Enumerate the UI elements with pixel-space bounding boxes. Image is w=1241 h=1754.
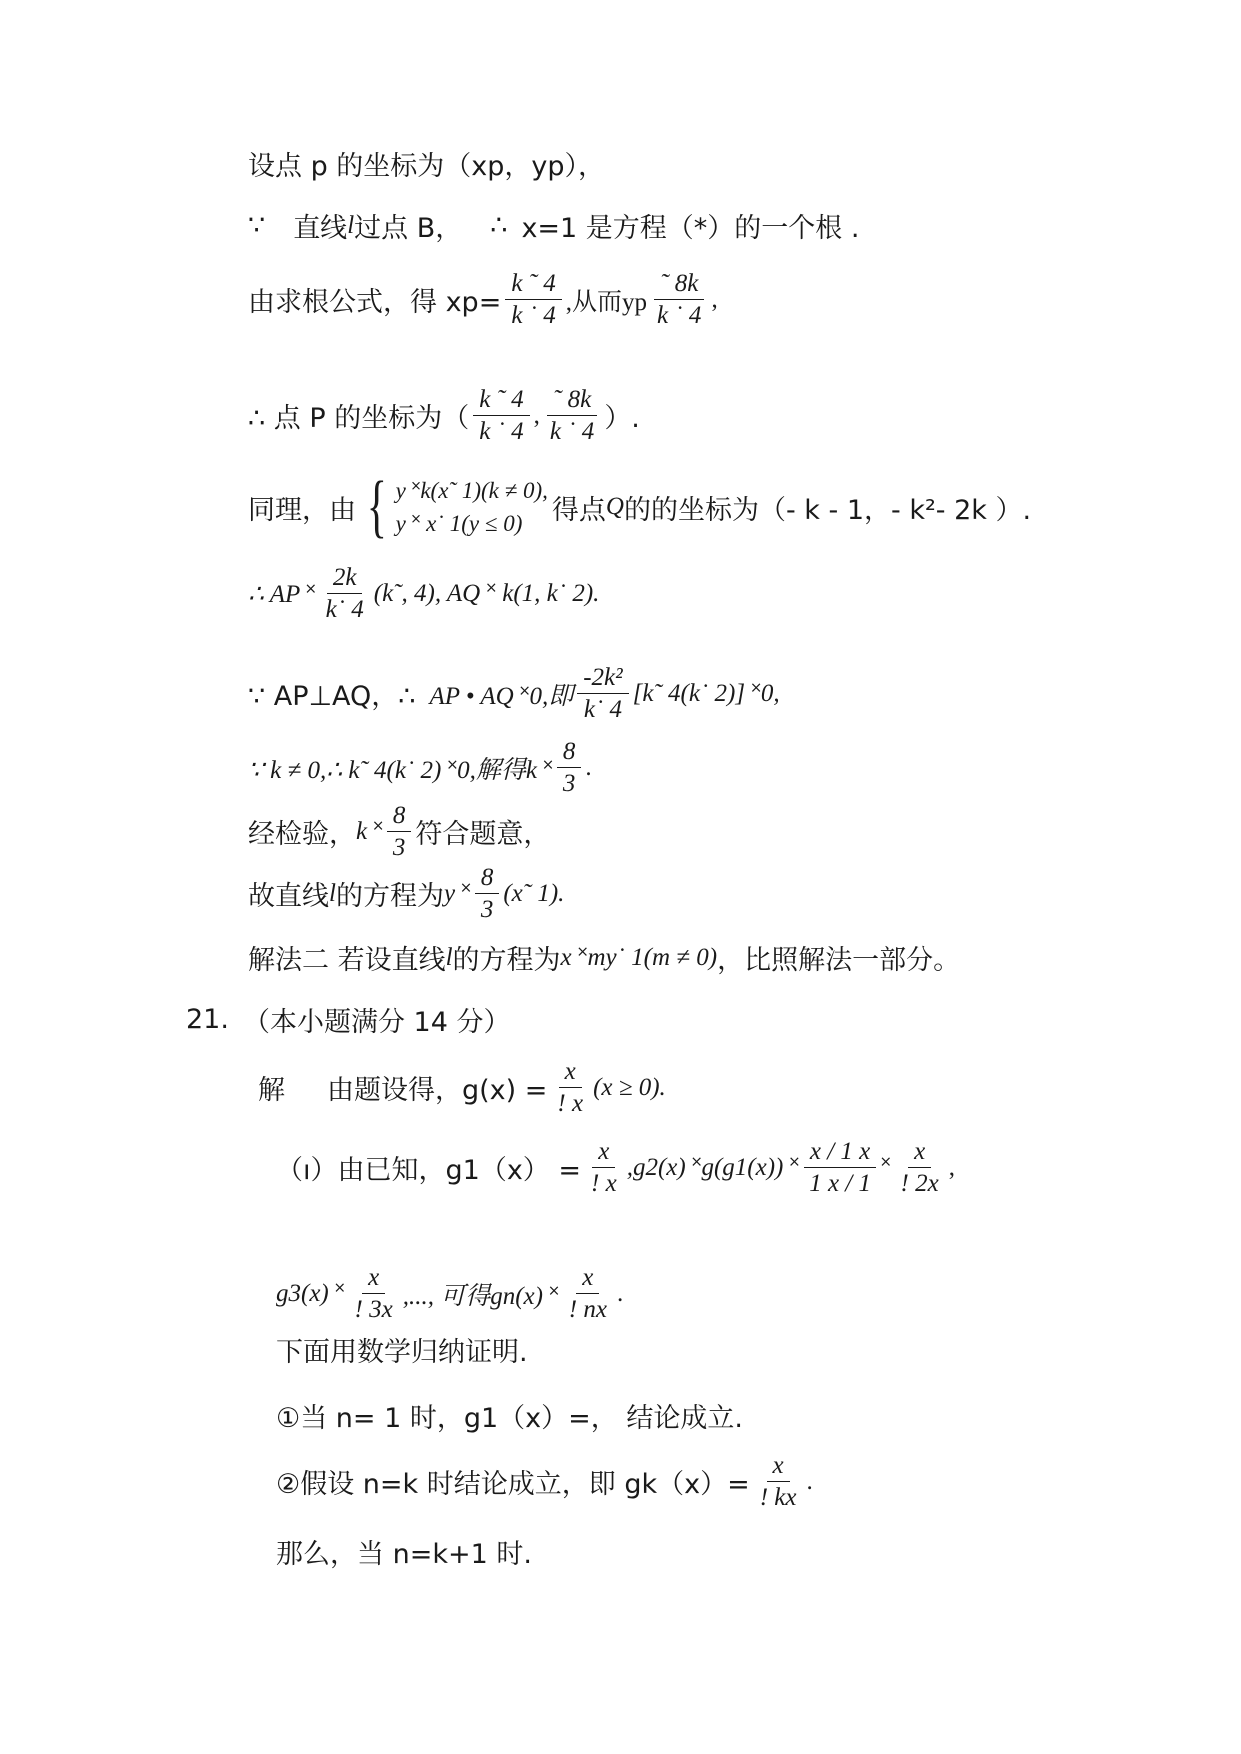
fraction-numerator: x / 1 x — [804, 1136, 876, 1168]
line-text: ①当 n= 1 时，g1（x）=， 结论成立. — [276, 1403, 743, 1434]
text-line-6 — [248, 562, 599, 626]
math-text: ,g2(x) ˟g(g1(x)) ˟ — [626, 1153, 800, 1181]
text-line-17 — [276, 1396, 743, 1435]
because-symbol: ∵ — [248, 210, 266, 241]
fraction-numerator: x — [362, 1262, 385, 1294]
math-text: , — [948, 1153, 955, 1181]
text-line-8 — [248, 736, 592, 800]
math-text: ,..., 可得gn(x) ˟ — [402, 1282, 559, 1310]
equation-system: { y ˟k(x˜ 1)(k ≠ 0), y ˟ x˙ 1(y ≤ 0) — [366, 468, 548, 545]
fraction-denominator: 3 — [480, 896, 494, 924]
math-text: g3(x) ˟ — [276, 1279, 345, 1307]
fraction-denominator: k ˙ 4 — [479, 418, 524, 446]
fraction-numerator: -2k² — [577, 662, 628, 694]
math-text: ∵ k ≠ 0,∴ k˜ 4(k˙ 2) ˟0,解得k ˟ — [248, 756, 553, 784]
math-var: Q — [605, 493, 624, 520]
line-text: 下面用数学归纳证明. — [276, 1337, 528, 1368]
fraction — [577, 662, 628, 726]
fraction — [349, 1262, 399, 1326]
fraction-denominator: 3 — [562, 770, 576, 798]
fraction-numerator: ˜ 8k — [654, 268, 704, 300]
text-line-11 — [248, 938, 960, 977]
fraction-denominator: ! 2x — [900, 1170, 939, 1198]
math-text: k ˟ — [356, 817, 383, 845]
fraction-numerator: 2k — [327, 562, 363, 594]
text-line-19 — [276, 1532, 532, 1571]
fraction — [585, 1136, 623, 1200]
math-text: ∴ AP ˟ — [248, 580, 316, 608]
math-text: (k˜, 4), AQ ˟ k(1, k˙ 2). — [373, 579, 600, 607]
fraction-denominator: 3 — [392, 834, 406, 862]
fraction — [320, 562, 370, 626]
question-score-note: （本小题满分 14 分） — [242, 1007, 511, 1038]
text-line-9 — [248, 800, 550, 864]
math-var: l — [329, 879, 336, 907]
line-text: ∴ 点 P 的坐标为（ — [248, 403, 470, 435]
math-text: , — [711, 285, 718, 313]
line-text: （ı）由已知，g1（x） = — [276, 1155, 582, 1187]
line-text: 设点 p 的坐标为（xp，yp）， — [248, 151, 606, 182]
text-line-1 — [248, 144, 605, 183]
fraction — [544, 384, 600, 448]
text-line-15 — [276, 1262, 623, 1326]
fraction-denominator: 1 x / 1 — [809, 1170, 871, 1198]
fraction-numerator: 8 — [557, 736, 582, 768]
fraction-denominator: k˙ 4 — [583, 696, 623, 724]
line-text: 的方程为 — [335, 881, 444, 913]
question-number: 21. — [186, 1004, 229, 1035]
line-text: 经检验， — [248, 819, 356, 851]
math-text: y ˟ — [443, 879, 471, 907]
fraction-denominator: k ˙ 4 — [657, 302, 702, 330]
question-heading — [186, 1000, 510, 1039]
text-line-5 — [248, 468, 1032, 545]
solution-label: 解 — [258, 1075, 285, 1107]
line-text: 得点 — [551, 494, 606, 526]
fraction — [557, 736, 582, 800]
line-text: 同理，由 — [248, 494, 356, 526]
line-text: 故直线 — [248, 881, 329, 913]
fraction-denominator: k ˙ 4 — [511, 302, 556, 330]
line-text: 解法二 若设直线 — [248, 945, 446, 976]
math-text: . — [616, 1279, 624, 1307]
fraction — [475, 862, 500, 926]
fraction-numerator: ˜ 8k — [547, 384, 597, 416]
text-line-10 — [248, 862, 564, 926]
line-text: ）. — [604, 403, 640, 435]
fraction-numerator: 8 — [387, 800, 412, 832]
equation-row: y ˟k(x˜ 1)(k ≠ 0), — [395, 477, 548, 503]
text-line-13 — [258, 1056, 666, 1120]
fraction-denominator: ! 3x — [354, 1296, 393, 1324]
line-text: 的的坐标为（- k - 1，- k²- 2k ）. — [623, 494, 1032, 526]
math-text: ˟ — [880, 1153, 891, 1181]
text-line-16 — [276, 1330, 528, 1369]
line-text: ∵ AP⊥AQ，∴ — [248, 681, 416, 713]
therefore-symbol: ∴ — [490, 210, 508, 241]
line-text: 直线 — [293, 213, 348, 244]
math-text: . — [585, 753, 592, 781]
fraction-denominator: ! x — [591, 1170, 617, 1198]
fraction-denominator: ! x — [557, 1090, 584, 1118]
fraction-numerator: k ˜ 4 — [505, 268, 561, 300]
fraction — [651, 268, 707, 332]
text-line-4: ∴ 点 P 的坐标为（ $\frac{k ˜ 4}{k ˙ 4}$ , $\frac{˜ 8k}{k ˙ 4}$ ）. — [248, 384, 640, 448]
fraction-denominator: k˙ 4 — [325, 596, 364, 624]
math-text: . — [806, 1467, 813, 1495]
fraction-denominator: ! nx — [568, 1296, 607, 1324]
text-line-3 — [248, 268, 718, 332]
line-text: ，比照解法一部分。 — [717, 945, 961, 976]
fraction — [754, 1450, 803, 1514]
fraction-numerator: x — [767, 1450, 790, 1482]
fraction-numerator: x — [908, 1136, 931, 1168]
fraction — [505, 268, 561, 332]
fraction-denominator: k ˙ 4 — [549, 418, 595, 446]
line-text: 那么，当 n=k+1 时. — [276, 1539, 532, 1570]
fraction-numerator: x — [559, 1056, 582, 1088]
math-text: [k˜ 4(k˙ 2)] ˟0, — [632, 679, 780, 707]
math-text: (x˜ 1). — [503, 879, 565, 907]
text-line-2 — [248, 206, 859, 245]
line-text: 过点 B， — [354, 213, 463, 244]
math-text: ,从而yp — [565, 288, 648, 316]
text-line-14 — [276, 1136, 955, 1200]
fraction-numerator: k ˜ 4 — [473, 384, 529, 416]
fraction — [473, 384, 529, 448]
line-text: 符合题意， — [415, 819, 551, 851]
compound-fraction — [803, 1136, 877, 1200]
fraction — [895, 1136, 945, 1200]
line-text: ②假设 n=k 时结论成立，即 gk（x）= — [276, 1469, 750, 1501]
line-text: 的方程为 — [452, 945, 561, 976]
fraction-numerator: x — [576, 1262, 599, 1294]
math-text: x ˟my˙ 1(m ≠ 0) — [560, 943, 718, 971]
fraction-numerator: x — [592, 1136, 615, 1168]
text-line-7 — [248, 662, 780, 726]
line-text: x=1 是方程（*）的一个根 . — [521, 213, 860, 244]
fraction — [387, 800, 412, 864]
fraction-denominator: ! kx — [759, 1484, 797, 1512]
line-text: 由题设得，g(x) = — [327, 1075, 548, 1107]
fraction — [563, 1262, 613, 1326]
equation-row: y ˟ x˙ 1(y ≤ 0) — [395, 511, 523, 536]
text-line-18 — [276, 1450, 813, 1514]
fraction — [551, 1056, 589, 1120]
math-var: l — [445, 943, 453, 971]
math-text: AP • AQ ˟0,即 — [429, 682, 574, 710]
math-var: l — [347, 211, 355, 239]
math-text: (x ≥ 0). — [593, 1073, 666, 1101]
fraction-numerator: 8 — [475, 862, 500, 894]
line-text: 由求根公式，得 xp= — [248, 287, 502, 319]
